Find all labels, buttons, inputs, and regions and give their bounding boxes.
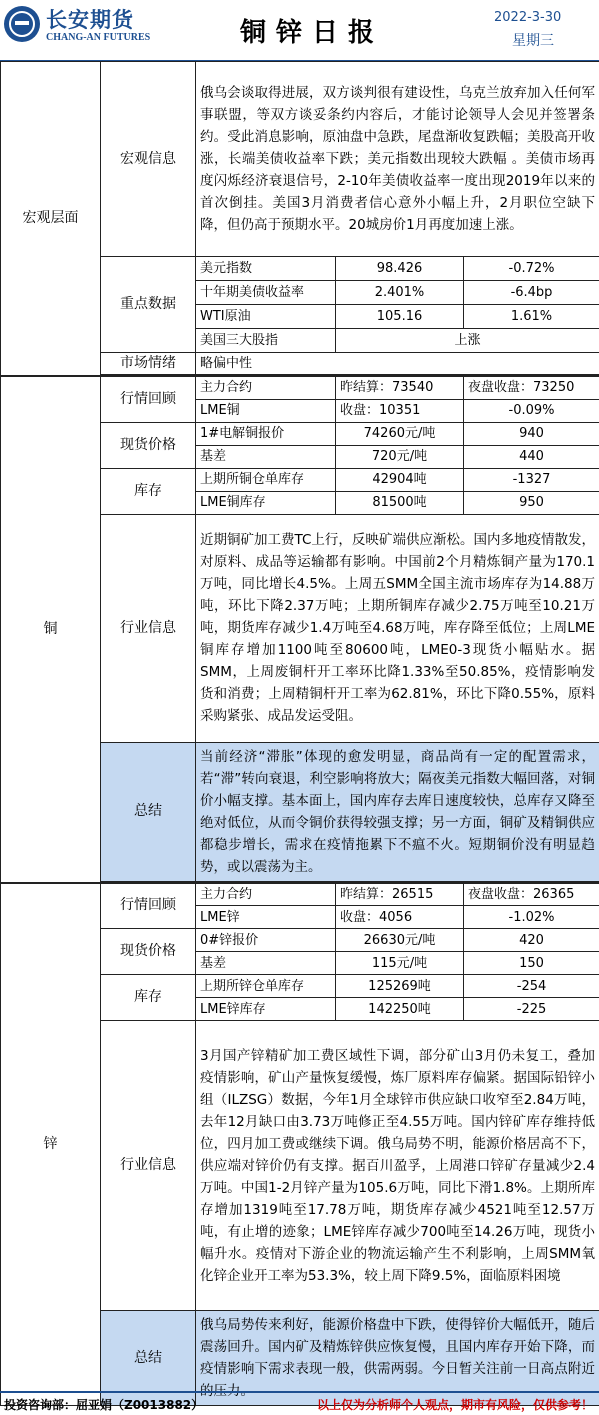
zinc-summary-label: 总结 [101,1311,196,1406]
copper-stock-a: LME铜库存 [196,491,336,514]
copper-spot-b: 720元/吨 [336,445,464,468]
zinc-spot-a: 0#锌报价 [196,929,336,952]
copper-spot-a: 基差 [196,445,336,468]
key-data-value: 2.401% [336,281,464,305]
zinc-spot-b: 115元/吨 [336,952,464,975]
zinc-stock-c: -254 [464,975,599,998]
report-table [0,61,599,1406]
zinc-review-row [1,883,599,906]
sentiment-value: 略偏中性 [196,353,599,375]
zinc-spot-b: 26630元/吨 [336,929,464,952]
zinc-review-a: 主力合约 [196,883,336,906]
copper-summary-text: 当前经济“滞胀”体现的愈发明显，商品尚有一定的配置需求，若“滞”转向衰退，利空影响将放大；隔夜美元指数大幅回落，对铜价小幅支撑。基本面上，国内库存去库日速度较快，总库存又降至绝对低位，从而令铜价获得较强支撑；另一方面，铜矿及精铜供应都稳步增长，需求在疫情拖累下不瘟不火。短期铜价没有明显趋势，或以震荡为主。 [196,742,599,881]
brand-name-cn: 长安期货 [46,4,134,34]
copper-review-label: 行情回顾 [101,376,196,422]
copper-review-b: 收盘：10351 [336,399,464,422]
zinc-stock-a: 上期所锌仓单库存 [196,975,336,998]
zinc-review-c: 夜盘收盘：26365 [464,883,599,906]
copper-review-b: 昨结算：73540 [336,376,464,399]
zinc-spot-label: 现货价格 [101,929,196,975]
report-header [0,0,599,62]
key-data-label: 重点数据 [101,257,196,353]
copper-spot-a: 1#电解铜报价 [196,422,336,445]
report-title: 铜锌日报 [240,12,384,49]
zinc-stock-b: 142250吨 [336,998,464,1021]
key-data-name: WTI原油 [196,305,336,329]
zinc-spot-c: 150 [464,952,599,975]
stock-index-value: 上涨 [336,329,599,353]
zinc-spot-a: 基差 [196,952,336,975]
key-data-change: 1.61% [464,305,599,329]
copper-spot-b: 74260元/吨 [336,422,464,445]
macro-info-row [1,62,599,257]
copper-stock-b: 42904吨 [336,468,464,491]
stock-index-name: 美国三大股指 [196,329,336,353]
zinc-spot-c: 420 [464,929,599,952]
copper-review-a: 主力合约 [196,376,336,399]
zinc-review-label: 行情回顾 [101,883,196,929]
report-weekday: 星期三 [512,30,554,50]
zinc-stock-label: 库存 [101,975,196,1021]
key-data-change: -6.4bp [464,281,599,305]
copper-spot-label: 现货价格 [101,422,196,468]
sentiment-label: 市场情绪 [101,353,196,375]
copper-industry-label: 行业信息 [101,514,196,742]
zinc-section-label: 锌 [1,883,101,1406]
zinc-stock-a: LME锌库存 [196,998,336,1021]
zinc-review-c: -1.02% [464,906,599,929]
copper-spot-c: 940 [464,422,599,445]
copper-review-c: -0.09% [464,399,599,422]
zinc-stock-b: 125269吨 [336,975,464,998]
risk-disclaimer: 以上仅为分析师个人观点，期市有风险，仅供参考！ [317,1396,593,1413]
zinc-summary-text: 俄乌局势传来利好，能源价格盘中下跌，使得锌价大幅低开，随后震荡回升。国内矿及精炼锌供应恢复慢，且国内库存开始下降，而疫情影响下需求表现一般，供需两弱。今日暂关注前一日高点附近的压力。 [196,1311,599,1406]
report-date: 2022-3-30 [494,10,561,25]
zinc-stock-c: -225 [464,998,599,1021]
zinc-review-b: 昨结算：26515 [336,883,464,906]
zinc-review-a: LME锌 [196,906,336,929]
copper-review-row [1,376,599,399]
zinc-review-b: 收盘：4056 [336,906,464,929]
key-data-value: 105.16 [336,305,464,329]
copper-summary-label: 总结 [101,742,196,881]
copper-stock-c: -1327 [464,468,599,491]
copper-review-c: 夜盘收盘：73250 [464,376,599,399]
key-data-name: 美元指数 [196,257,336,281]
changan-logo-icon [4,6,40,42]
brand-name-en: CHANG-AN FUTURES [46,32,150,43]
copper-review-a: LME铜 [196,399,336,422]
copper-spot-c: 440 [464,445,599,468]
copper-stock-a: 上期所铜仓单库存 [196,468,336,491]
zinc-industry-label: 行业信息 [101,1021,196,1311]
report-footer [0,1391,599,1415]
key-data-value: 98.426 [336,257,464,281]
key-data-change: -0.72% [464,257,599,281]
copper-stock-label: 库存 [101,468,196,514]
copper-stock-b: 81500吨 [336,491,464,514]
consultant-info: 投资咨询部：屈亚娟（Z0013882） [4,1396,203,1413]
copper-section-label: 铜 [1,376,101,883]
copper-stock-c: 950 [464,491,599,514]
zinc-industry-text: 3月国产锌精矿加工费区域性下调，部分矿山3月仍未复工，叠加疫情影响，矿山产量恢复缓慢，炼厂原料库存偏紧。据国际铅锌小组（ILZSG）数据，今年1月全球锌市供应缺口收窄至2.84万吨，去年12月缺口由3.73万吨修正至4.55万吨。国内锌矿库存维持低位，四月加工费或继续下调。俄乌局势不明，能源价格居高不下，供应端对锌价仍有支撑。据百川盈孚，上周港口锌矿存量减少2.4万吨。中国1-2月锌产量为105.6万吨，同比下滑1.8%。上期所库存增加1319吨至17.78万吨，期货库存减少4521吨至12.57万吨，有止增的迹象；LME锌库存减少700吨至14.26万吨，现货小幅升水。疫情对下游企业的物流运输产生不利影响，上周SMM氧化锌企业开工率为53.3%，较上周下降9.5%，面临原料困境 [196,1021,599,1311]
macro-section-label: 宏观层面 [1,62,101,377]
copper-industry-text: 近期铜矿加工费TC上行，反映矿端供应渐松。国内多地疫情散发，对原料、成品等运输都有影响。中国前2个月精炼铜产量为170.1万吨，同比增长4.5%。上周五SMM全国主流市场库存为14.88万吨，环比下降2.37万吨；上期所铜库存减少2.75万吨至10.21万吨，期货库存减少1.4万吨至4.68万吨，库存降至低位；上周LME铜库存增加1100吨至80600吨，LME0-3现货小幅贴水。据SMM，上周废铜杆开工率环比降1.33%至50.85%，疫情影响发货和消费；上周精铜杆开工率为62.81%，环比下降0.55%，原料采购紧张、成品发运受阻。 [196,514,599,742]
macro-info-text: 俄乌会谈取得进展，双方谈判很有建设性，乌克兰放弃加入任何军事联盟，等双方谈妥条约内容后，才能讨论领导人会见并签署条约。受此消息影响，原油盘中急跌，尾盘渐收复跌幅；美股高开收涨，长端美债收益率下跌；美元指数出现较大跌幅 。美债市场再度闪烁经济衰退信号，2-10年美债收益率一度出现2019年以来的首次倒挂。美国3月消费者信心意外小幅上升，2月职位空缺下降，但仍高于预期水平。20城房价1月再度加速上涨。 [196,62,599,257]
key-data-name: 十年期美债收益率 [196,281,336,305]
macro-info-label: 宏观信息 [101,62,196,257]
